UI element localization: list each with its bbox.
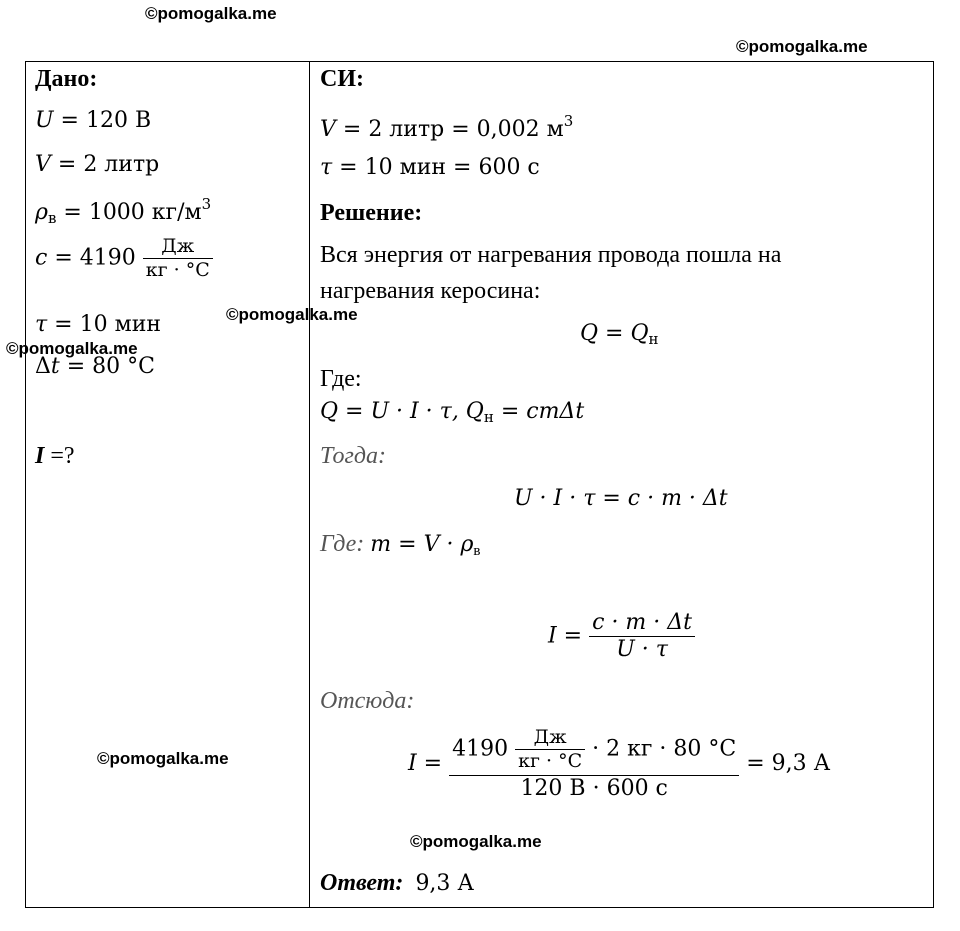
- mass-relation: Где: $m = V \cdot \rho_в$: [320, 531, 481, 559]
- unit-numerator: Дж: [143, 237, 213, 259]
- si-title: СИ:: [320, 66, 364, 92]
- watermark: ©pomogalka.me: [6, 339, 138, 358]
- numeric-denominator: 120 В · 600 с: [520, 776, 668, 801]
- given-volume: V = 2 литр: [35, 152, 160, 177]
- given-time: τ = 10 мин: [35, 312, 162, 337]
- column-divider: [309, 61, 310, 908]
- unit-denominator: кг · °C: [145, 259, 210, 281]
- equation-energy-balance: $Q = Q_н$: [580, 321, 659, 348]
- formula-denominator: U · τ: [616, 637, 668, 662]
- equation-numeric: I = 4190 $\frac{Дж}{кг \cdot ^\circ C}$ · 2 кг · 80 °C 120 В · 600 с = 9,3 А: [408, 726, 831, 801]
- equation-current-formula: I = $\frac{c \cdot m \cdot \Delta t}{U \cdot \tau}$: [548, 612, 695, 661]
- where-label: Где:: [320, 366, 362, 392]
- then-label: Тогда:: [320, 443, 386, 469]
- formula-numerator: c · m · Δt: [589, 612, 695, 637]
- hence-label: Отсюда:: [320, 688, 415, 714]
- answer: Ответ: 9,3 А: [320, 870, 475, 896]
- given-specific-heat: c = 4190 $\frac{Дж}{кг \cdot ^\circ C}$: [35, 237, 213, 280]
- given-temperature-change: Δt = 80 °C: [35, 354, 155, 379]
- solution-text-line1: Вся энергия от нагревания провода пошла на: [320, 242, 782, 268]
- watermark: ©pomogalka.me: [145, 4, 277, 23]
- given-unknown: I =?: [35, 443, 75, 469]
- watermark: ©pomogalka.me: [736, 37, 868, 56]
- watermark: ©pomogalka.me: [97, 749, 229, 768]
- given-voltage: U = 120 В: [35, 108, 152, 133]
- given-density: $\rho_в = 1000$ $кг/м^3$: [35, 195, 212, 227]
- given-title: Дано:: [35, 66, 98, 92]
- watermark: ©pomogalka.me: [226, 305, 358, 324]
- unit-numerator: Дж: [515, 728, 585, 750]
- solution-title: Решение:: [320, 200, 423, 226]
- watermark: ©pomogalka.me: [410, 832, 542, 851]
- si-time: τ = 10 мин = 600 с: [320, 155, 540, 180]
- equation-definitions: Q = U · I · τ, $Q_н = cm\Delta t$: [320, 399, 585, 426]
- unit-denominator: кг · °C: [518, 750, 583, 772]
- equation-heat: U · I · τ = c · m · Δt: [514, 486, 728, 511]
- si-volume: V = 2 литр = 0,002 $м^3$: [320, 112, 574, 142]
- solution-text-line2: нагревания керосина:: [320, 278, 541, 304]
